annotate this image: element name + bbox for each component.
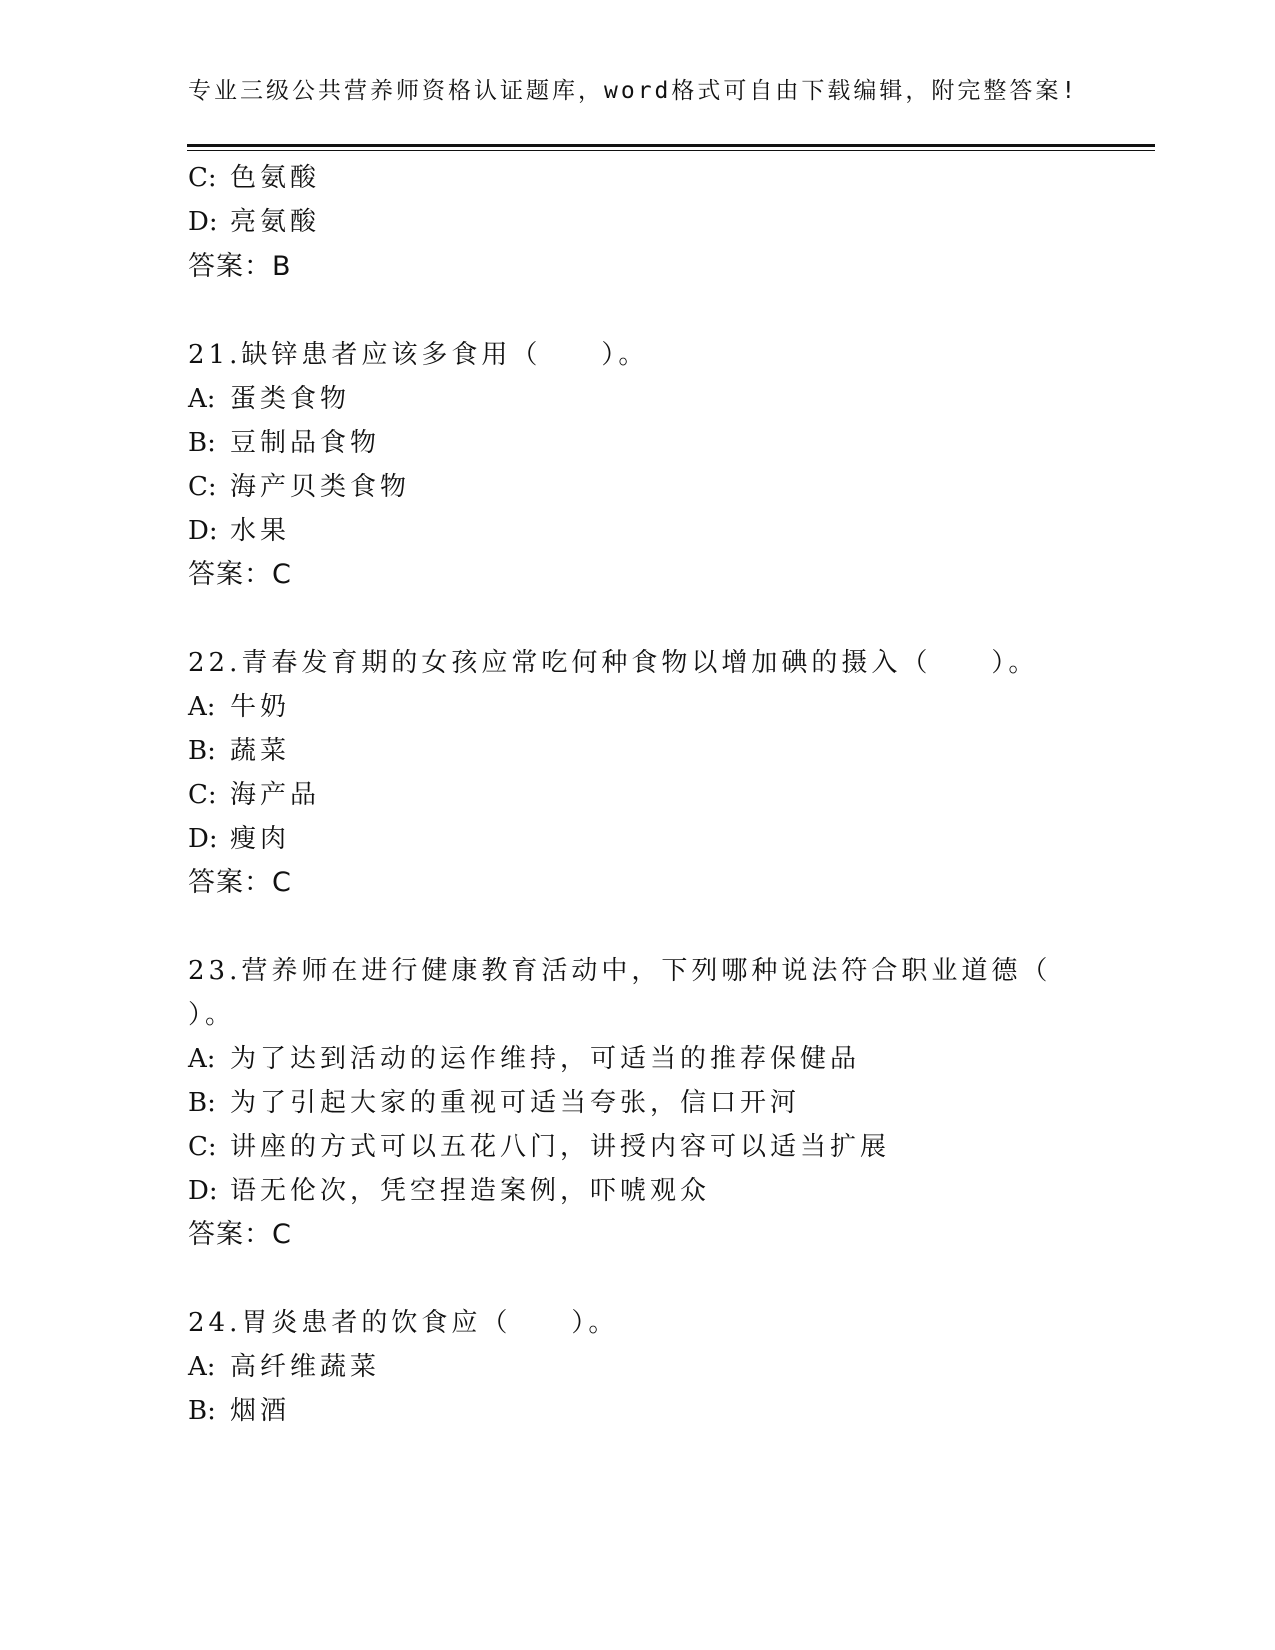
- q20-option-c: [188, 160, 320, 196]
- q21-answer: 答案：C: [188, 559, 292, 590]
- option-letter: B:: [188, 1396, 216, 1426]
- q24-question: 24.胃炎患者的饮食应（ ）。: [188, 1308, 619, 1338]
- q20-option-d: [188, 204, 320, 240]
- option-text: 为了达到活动的运作维持，可适当的推荐保健品: [230, 1044, 861, 1074]
- option-letter: C:: [188, 472, 217, 502]
- option-letter: A:: [188, 692, 216, 722]
- q21-option-d: [188, 513, 290, 549]
- option-letter: B:: [188, 1088, 216, 1118]
- option-text: 亮氨酸: [230, 207, 321, 237]
- option-letter: A:: [188, 1044, 216, 1074]
- q23-option-d: [188, 1173, 710, 1209]
- q24-option-a: [188, 1349, 380, 1385]
- q21-question: 21.缺锌患者应该多食用（ ）。: [188, 340, 649, 370]
- q23-option-c: [188, 1129, 890, 1165]
- option-letter: A:: [188, 1352, 216, 1382]
- option-text: 海产贝类食物: [230, 472, 411, 502]
- q23-question-line2: ）。: [188, 1000, 236, 1030]
- option-letter: C:: [188, 163, 217, 193]
- q22-answer: 答案：C: [188, 867, 292, 898]
- q24-option-b: [188, 1393, 290, 1429]
- option-letter: D:: [188, 516, 218, 546]
- option-letter: D:: [188, 1176, 218, 1206]
- option-letter: C:: [188, 780, 217, 810]
- q23-option-a: [188, 1041, 860, 1077]
- q22-question: 22.青春发育期的女孩应常吃何种食物以增加碘的摄入（ ）。: [188, 648, 1039, 678]
- option-text: 讲座的方式可以五花八门，讲授内容可以适当扩展: [230, 1132, 891, 1162]
- option-text: 豆制品食物: [230, 428, 381, 458]
- page-header: 专业三级公共营养师资格认证题库，word格式可自由下载编辑，附完整答案!: [188, 78, 1079, 104]
- option-text: 牛奶: [230, 692, 291, 722]
- option-letter: C:: [188, 1132, 217, 1162]
- option-letter: D:: [188, 824, 218, 854]
- q23-question-line1: 23.营养师在进行健康教育活动中，下列哪种说法符合职业道德（: [188, 956, 1052, 986]
- option-text: 高纤维蔬菜: [230, 1352, 381, 1382]
- option-letter: D:: [188, 207, 218, 237]
- option-letter: A:: [188, 384, 216, 414]
- option-text: 蔬菜: [230, 736, 291, 766]
- q20-answer: 答案：B: [188, 251, 292, 282]
- q21-option-b: [188, 425, 380, 461]
- q23-option-b: [188, 1085, 800, 1121]
- option-text: 烟酒: [230, 1396, 291, 1426]
- q21-option-c: [188, 469, 410, 505]
- option-text: 蛋类食物: [230, 384, 351, 414]
- option-letter: B:: [188, 428, 216, 458]
- q22-option-c: [188, 777, 320, 813]
- option-text: 为了引起大家的重视可适当夸张，信口开河: [230, 1088, 801, 1118]
- q23-answer: 答案：C: [188, 1219, 292, 1250]
- option-text: 语无伦次，凭空捏造案例，吓唬观众: [230, 1176, 711, 1206]
- q22-option-a: [188, 689, 290, 725]
- header-divider-thick: [187, 144, 1155, 147]
- option-letter: B:: [188, 736, 216, 766]
- option-text: 瘦肉: [230, 824, 291, 854]
- option-text: 水果: [230, 516, 291, 546]
- q22-option-b: [188, 733, 290, 769]
- option-text: 色氨酸: [230, 163, 321, 193]
- q21-option-a: [188, 381, 350, 417]
- header-divider-thin: [187, 150, 1155, 151]
- option-text: 海产品: [230, 780, 321, 810]
- q22-option-d: [188, 821, 290, 857]
